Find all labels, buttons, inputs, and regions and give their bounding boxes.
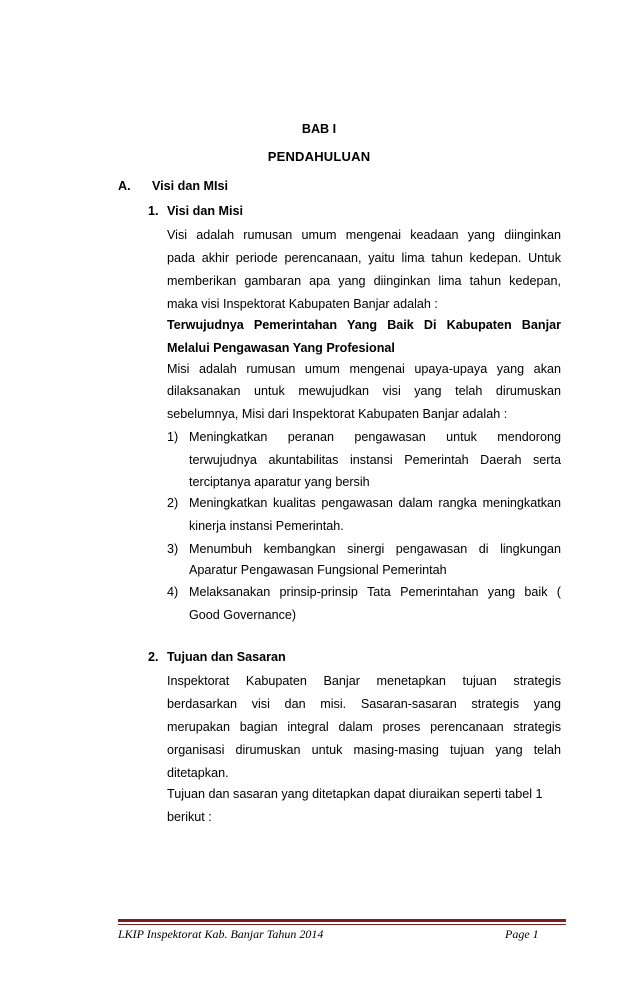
list-item-line: terciptanya aparatur yang bersih xyxy=(189,475,370,489)
list-item-line: Meningkatkan kualitas pengawasan dalam rangka meningkatkan xyxy=(189,496,561,510)
text-line: berdasarkan visi dan misi. Sasaran-sasaran strategis yang xyxy=(167,697,561,711)
section-marker: A. xyxy=(118,179,131,193)
list-number: 2) xyxy=(167,496,179,510)
text-line: ditetapkan. xyxy=(167,766,229,780)
subsection-title: Visi dan Misi xyxy=(167,204,244,218)
list-item-line: Menumbuh kembangkan sinergi pengawasan di lingkungan xyxy=(189,542,561,556)
text-line: pada akhir periode perencanaan, yaitu lima tahun kedepan. Untuk xyxy=(167,251,561,265)
chapter-number: BAB I xyxy=(301,122,337,136)
list-item-line: Meningkatkan peranan pengawasan untuk mendorong xyxy=(189,430,561,444)
visi-statement-line: Melalui Pengawasan Yang Profesional xyxy=(167,341,395,355)
text-line: Tujuan dan sasaran yang ditetapkan dapat diuraikan seperti tabel 1 xyxy=(167,787,543,801)
subsection-number: 2. xyxy=(148,650,159,664)
subsection-title: Tujuan dan Sasaran xyxy=(167,650,286,664)
footer-page-number: Page 1 xyxy=(505,927,539,941)
footer-rule xyxy=(118,919,566,922)
list-item-line: Good Governance) xyxy=(189,608,297,622)
list-number: 1) xyxy=(167,430,179,444)
text-line: dilaksanakan untuk mewujudkan visi yang telah dirumuskan xyxy=(167,384,561,398)
subsection-number: 1. xyxy=(148,204,159,218)
list-item-line: kinerja instansi Pemerintah. xyxy=(189,519,344,533)
text-line: sebelumnya, Misi dari Inspektorat Kabupaten Banjar adalah : xyxy=(167,407,508,421)
list-number: 4) xyxy=(167,585,179,599)
section-title: Visi dan MIsi xyxy=(152,179,229,193)
text-line: Inspektorat Kabupaten Banjar menetapkan tujuan strategis xyxy=(167,674,561,688)
text-line: Visi adalah rumusan umum mengenai keadaan yang diinginkan xyxy=(167,228,561,242)
text-line: memberikan gambaran apa yang diinginkan lima tahun kedepan, xyxy=(167,274,561,288)
text-line: maka visi Inspektorat Kabupaten Banjar adalah : xyxy=(167,297,438,311)
text-line: merupakan bagian integral dalam proses perencanaan strategis xyxy=(167,720,561,734)
list-item-line: Melaksanakan prinsip-prinsip Tata Pemerintahan yang baik ( xyxy=(189,585,561,599)
text-line: berikut : xyxy=(167,810,212,824)
chapter-title: PENDAHULUAN xyxy=(267,149,371,164)
text-line: Misi adalah rumusan umum mengenai upaya-upaya yang akan xyxy=(167,362,561,376)
footer-rule-thin xyxy=(118,924,566,925)
list-item-line: terwujudnya akuntabilitas instansi Pemerintah Daerah serta xyxy=(189,453,561,467)
list-item-line: Aparatur Pengawasan Fungsional Pemerintah xyxy=(189,563,447,577)
visi-statement-line: Terwujudnya Pemerintahan Yang Baik Di Kabupaten Banjar xyxy=(167,318,561,332)
footer-document-title: LKIP Inspektorat Kab. Banjar Tahun 2014 xyxy=(118,927,324,941)
text-line: organisasi dirumuskan untuk masing-masing tujuan yang telah xyxy=(167,743,561,757)
list-number: 3) xyxy=(167,542,179,556)
